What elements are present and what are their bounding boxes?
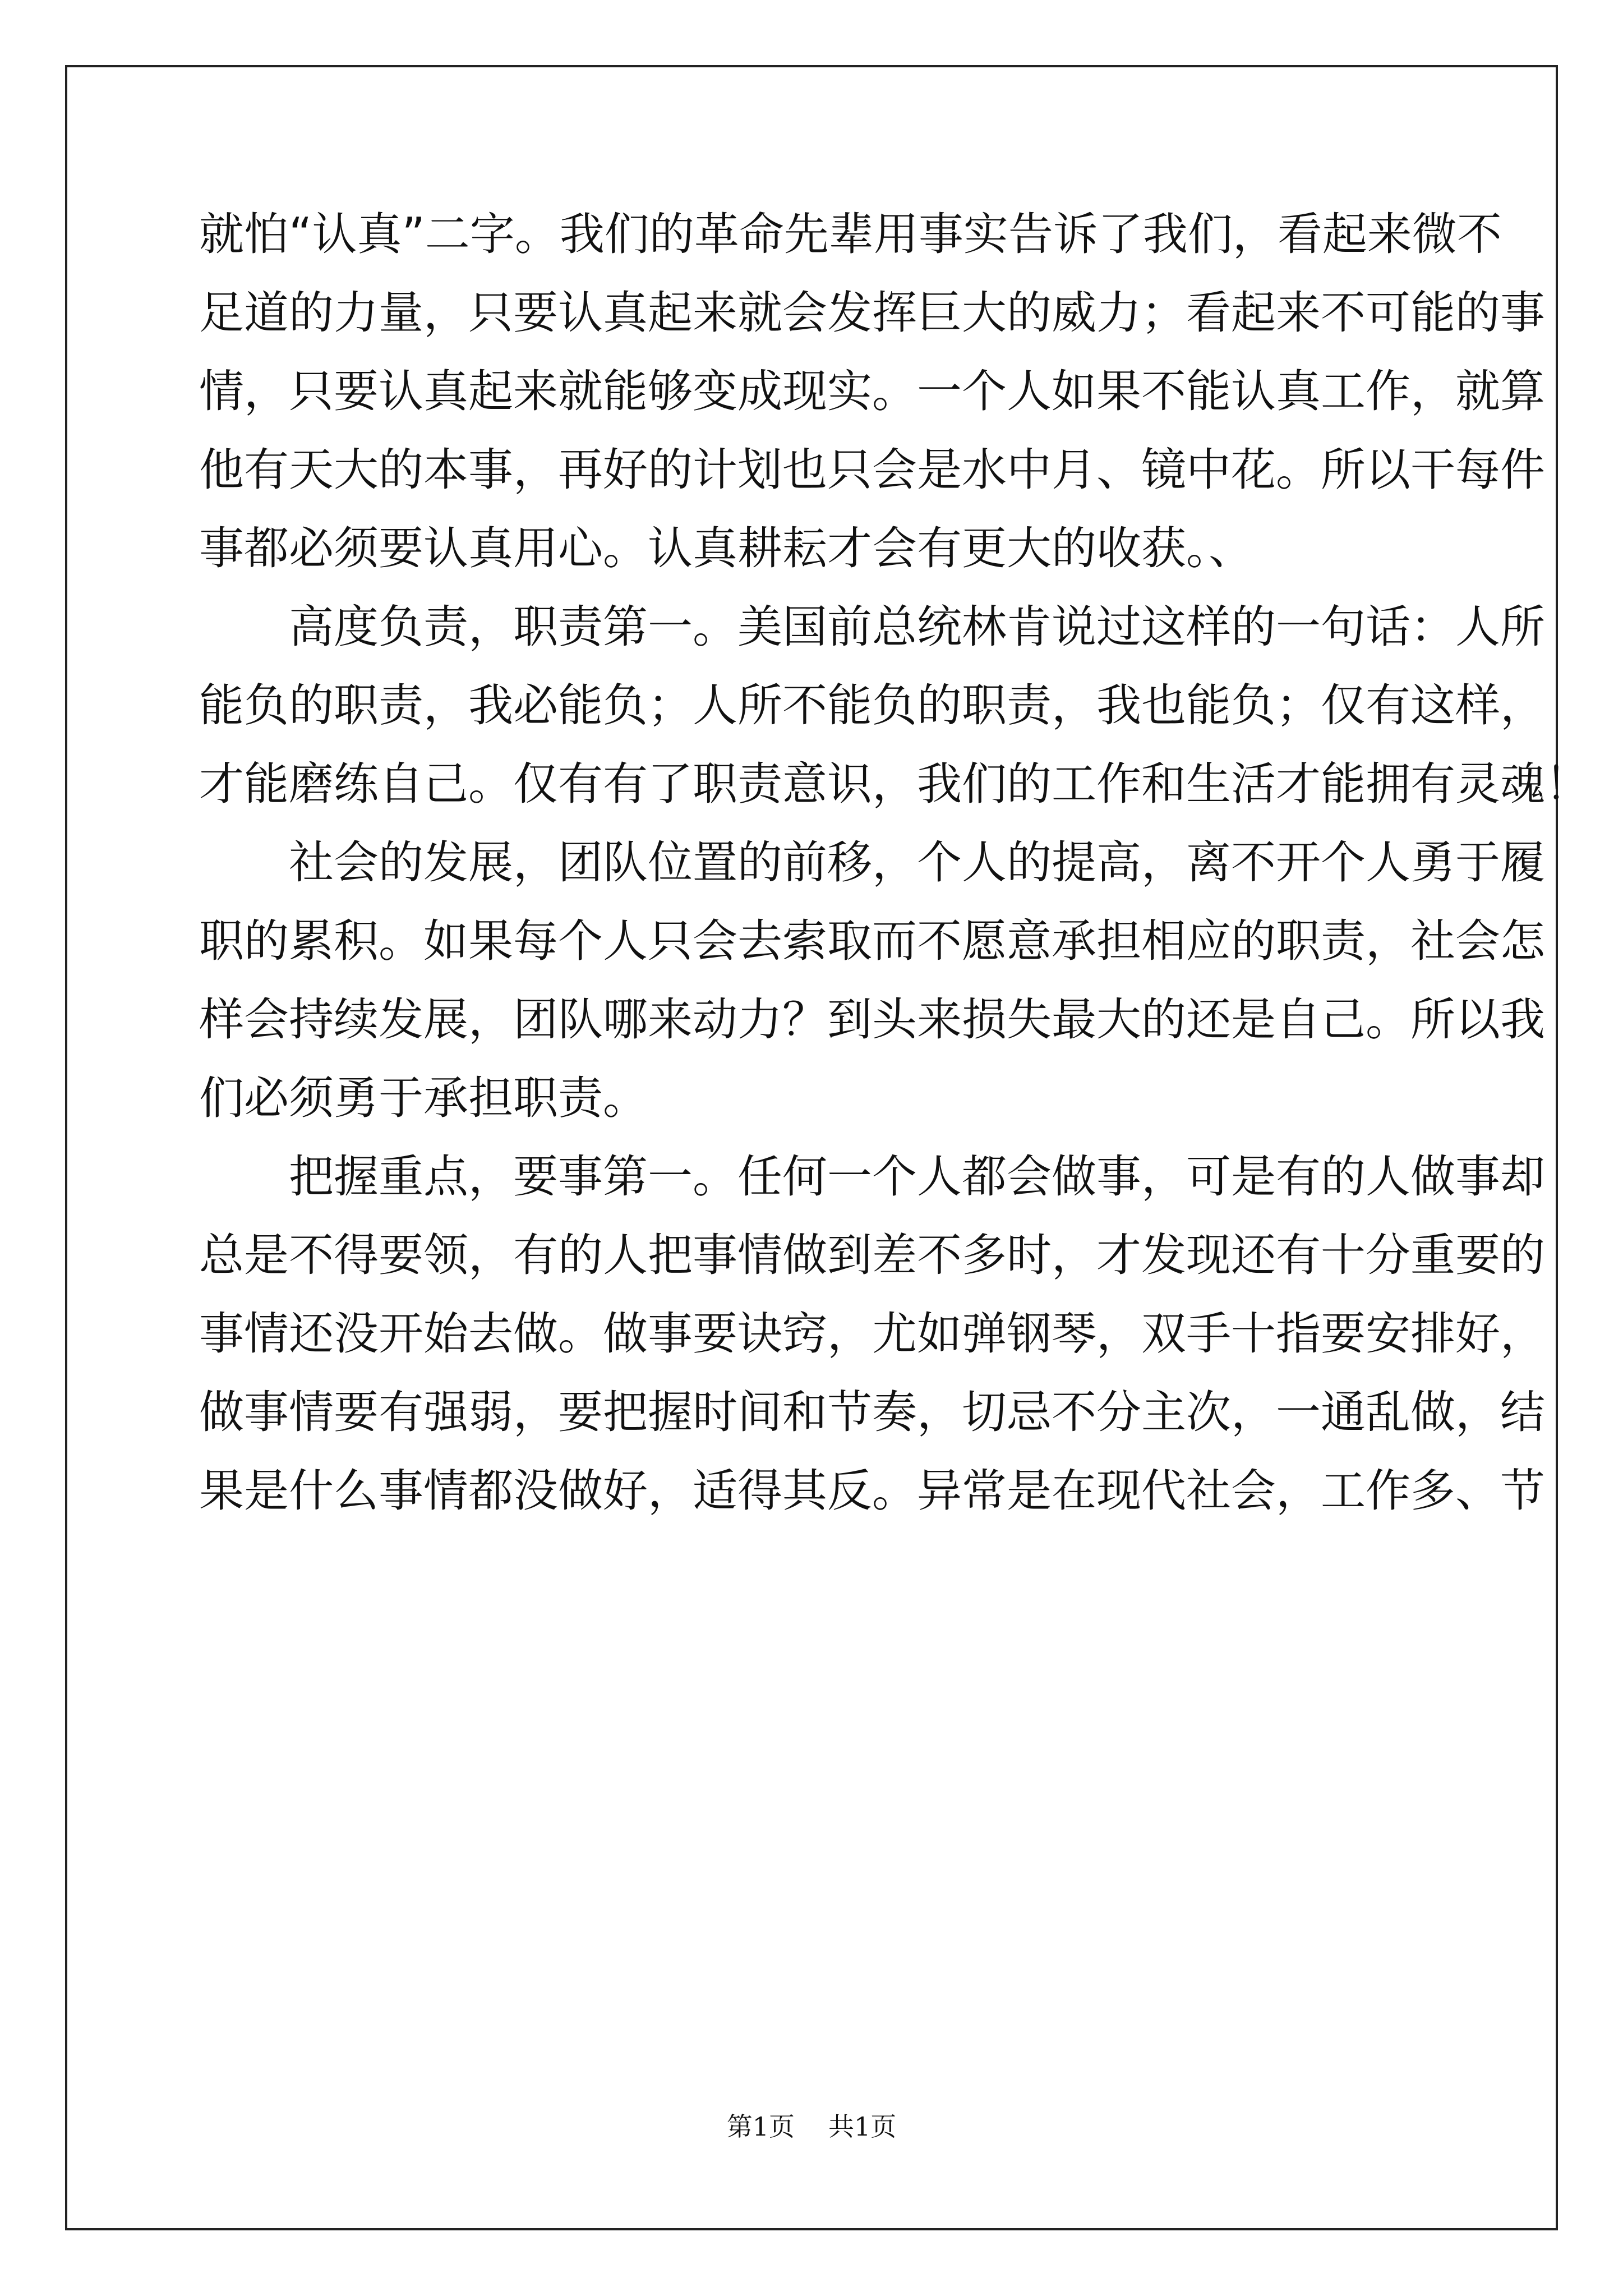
text-line: 情，只要认真起来就能够变成现实。一个人如果不能认真工作，就算 — [199, 365, 1545, 417]
text-line: 把握重点，要事第一。任何一个人都会做事，可是有的人做事却 — [289, 1151, 1545, 1203]
text-line: 足道的力量，只要认真起来就会发挥巨大的威力；看起来不可能的事 — [199, 287, 1545, 339]
page-footer — [0, 2106, 1623, 2143]
total-pages: 共1页 — [828, 2111, 897, 2142]
text-line: 事情还没开始去做。做事要诀窍，尤如弹钢琴，双手十指要安排好， — [199, 1308, 1545, 1360]
page-number: 第1页 — [726, 2111, 795, 2142]
text-line: 能负的职责，我必能负；人所不能负的职责，我也能负；仅有这样， — [199, 679, 1545, 731]
text-line: 社会的发展，团队位置的前移，个人的提高，离不开个人勇于履 — [289, 836, 1545, 889]
text-line: 总是不得要领，有的人把事情做到差不多时，才发现还有十分重要的 — [199, 1229, 1545, 1281]
text-line: 高度负责，职责第一。美国前总统林肯说过这样的一句话：人所 — [289, 601, 1545, 653]
text-line: 样会持续发展，团队哪来动力？到头来损失最大的还是自己。所以我 — [199, 993, 1545, 1046]
text-line: 事都必须要认真用心。认真耕耘才会有更大的收获。、 — [199, 522, 1253, 574]
text-line: 就怕“认真”二字。我们的革命先辈用事实告诉了我们，看起来微不 — [199, 208, 1502, 260]
text-line: 才能磨练自己。仅有有了职责意识，我们的工作和生活才能拥有灵魂！ — [199, 758, 1590, 810]
text-line: 他有天大的本事，再好的计划也只会是水中月、镜中花。所以干每件 — [199, 444, 1545, 496]
document-body — [199, 208, 1590, 1547]
text-line: 们必须勇于承担职责。 — [199, 1072, 648, 1124]
text-line: 做事情要有强弱，要把握时间和节奏，切忌不分主次，一通乱做，结 — [199, 1386, 1545, 1438]
text-line: 果是什么事情都没做好，适得其反。异常是在现代社会，工作多、节 — [199, 1465, 1545, 1517]
text-line: 职的累积。如果每个人只会去索取而不愿意承担相应的职责，社会怎 — [199, 915, 1545, 967]
